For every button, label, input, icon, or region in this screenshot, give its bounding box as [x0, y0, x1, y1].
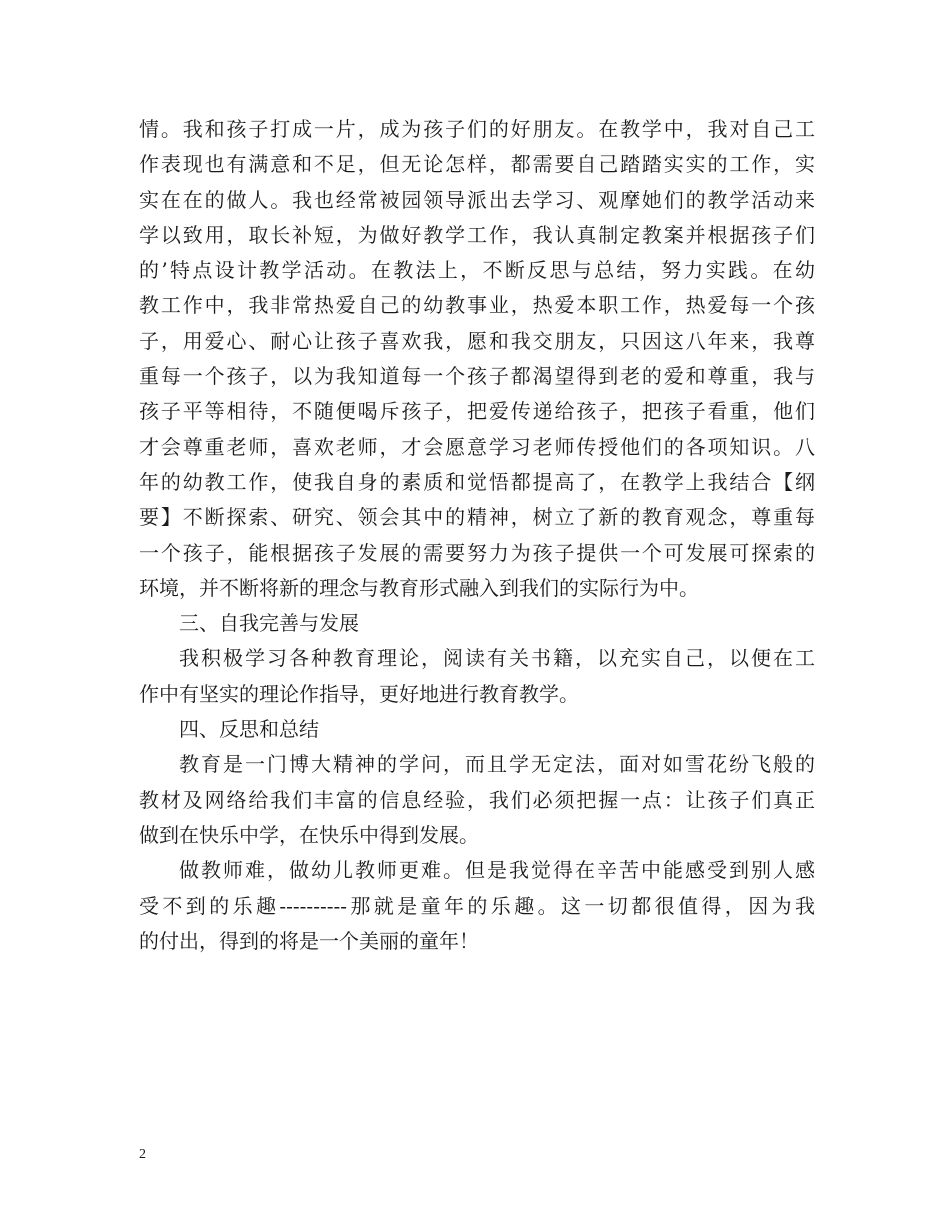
text-line: 的付出，得到的将是一个美丽的童年！ [139, 928, 479, 953]
section-heading-text: 四、反思和总结 [179, 717, 319, 742]
text-line: 实在在的做人。我也经常被园领导派出去学习、观摩她们的教学活动来 [139, 187, 815, 212]
text-line: 孩子平等相待，不随便喝斥孩子，把爱传递给孩子，把孩子看重，他们 [139, 399, 815, 424]
paragraph-continuation [139, 112, 815, 606]
text-line: 的’特点设计教学活动。在教法上，不断反思与总结，努力实践。在幼 [139, 258, 815, 283]
text-line: 作表现也有满意和不足，但无论怎样，都需要自己踏踏实实的工作，实 [139, 152, 815, 177]
text-line: 做教师难，做幼儿教师更难。但是我觉得在辛苦中能感受到别人感 [179, 858, 815, 883]
text-line: 才会尊重老师，喜欢老师，才会愿意学习老师传授他们的各项知识。八 [139, 434, 815, 459]
text-line: 子，用爱心、耐心让孩子喜欢我，愿和我交朋友，只因这八年来，我尊 [139, 328, 815, 353]
paragraph [139, 853, 815, 959]
text-line: 教工作中，我非常热爱自己的幼教事业，热爱本职工作，热爱每一个孩 [139, 293, 815, 318]
text-line: 环境，并不断将新的理念与教育形式融入到我们的实际行为中。 [139, 575, 699, 600]
section-heading [139, 606, 815, 641]
section-heading-text: 三、自我完善与发展 [179, 611, 359, 636]
text-line: 受不到的乐趣----------那就是童年的乐趣。这一切都很值得，因为我 [139, 893, 815, 918]
document-body [139, 112, 815, 959]
section-heading [139, 712, 815, 747]
text-line: 我积极学习各种教育理论，阅读有关书籍，以充实自己，以便在工 [179, 646, 815, 671]
text-line: 做到在快乐中学，在快乐中得到发展。 [139, 822, 479, 847]
text-line: 教育是一门博大精神的学问，而且学无定法，面对如雪花纷飞般的 [179, 752, 815, 777]
text-line: 学以致用，取长补短，为做好教学工作，我认真制定教案并根据孩子们 [139, 222, 815, 247]
paragraph [139, 641, 815, 712]
text-line: 一个孩子，能根据孩子发展的需要努力为孩子提供一个可发展可探索的 [139, 540, 815, 565]
text-line: 教材及网络给我们丰富的信息经验，我们必须把握一点：让孩子们真正 [139, 787, 815, 812]
text-line: 重每一个孩子，以为我知道每一个孩子都渴望得到老的爱和尊重，我与 [139, 364, 815, 389]
page-number: 2 [139, 1147, 146, 1162]
text-line: 要】不断探索、研究、领会其中的精神，树立了新的教育观念，尊重每 [139, 505, 815, 530]
paragraph [139, 747, 815, 853]
text-line: 年的幼教工作，使我自身的素质和觉悟都提高了，在教学上我结合【纲 [139, 469, 815, 494]
text-line: 情。我和孩子打成一片，成为孩子们的好朋友。在教学中，我对自己工 [139, 117, 815, 141]
text-line: 作中有坚实的理论作指导，更好地进行教育教学。 [139, 681, 579, 706]
